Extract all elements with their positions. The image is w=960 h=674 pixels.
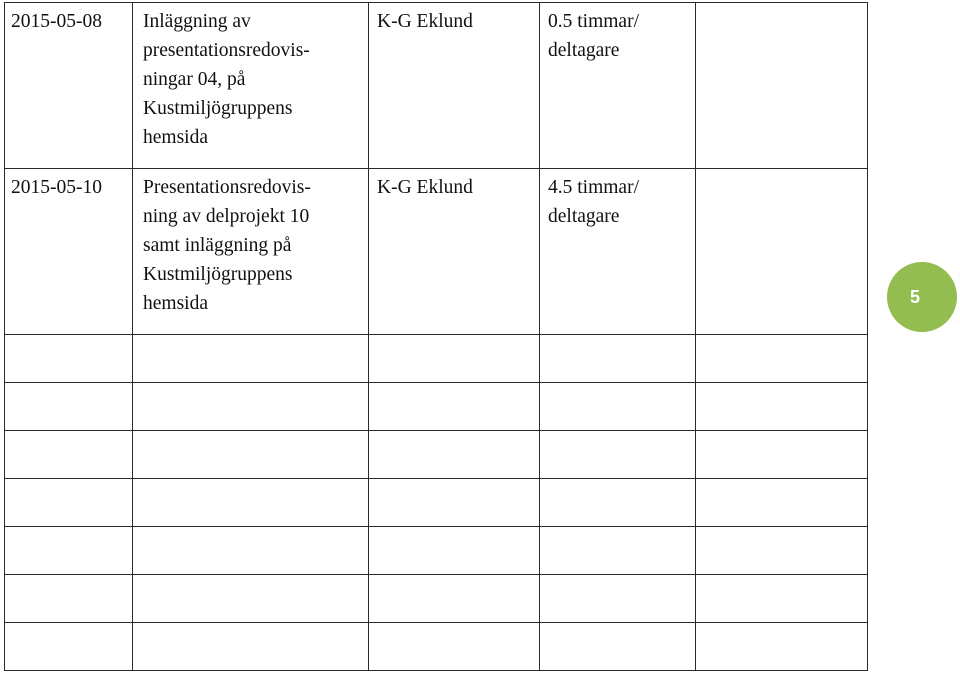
empty-cell bbox=[133, 623, 369, 671]
empty-table-row bbox=[5, 527, 868, 575]
empty-table-row bbox=[5, 623, 868, 671]
empty-cell bbox=[369, 479, 540, 527]
empty-table-row bbox=[5, 383, 868, 431]
empty-cell bbox=[133, 527, 369, 575]
empty-cell bbox=[133, 383, 369, 431]
empty-cell bbox=[696, 623, 868, 671]
empty-cell bbox=[369, 623, 540, 671]
empty-cell bbox=[133, 575, 369, 623]
empty-cell bbox=[5, 479, 133, 527]
empty-cell bbox=[133, 335, 369, 383]
empty-table-row bbox=[5, 431, 868, 479]
empty-cell bbox=[696, 527, 868, 575]
empty-cell bbox=[540, 479, 696, 527]
empty-cell bbox=[5, 527, 133, 575]
empty-cell bbox=[696, 575, 868, 623]
empty-cell bbox=[696, 479, 868, 527]
empty-cell bbox=[5, 575, 133, 623]
empty-cell bbox=[696, 431, 868, 479]
activity-cell: Presentationsredovis- ning av delprojekt 10 samt inläggning på Kustmiljögruppens hemsida bbox=[133, 169, 369, 335]
time-cell: 0.5 timmar/ deltagare bbox=[540, 3, 696, 169]
empty-cell bbox=[696, 335, 868, 383]
table-row bbox=[5, 169, 868, 335]
empty-table-row bbox=[5, 335, 868, 383]
empty-cell bbox=[369, 527, 540, 575]
extra-cell bbox=[696, 169, 868, 335]
table-row bbox=[5, 3, 868, 169]
empty-cell bbox=[5, 623, 133, 671]
empty-cell bbox=[369, 335, 540, 383]
empty-cell bbox=[5, 431, 133, 479]
empty-cell bbox=[369, 575, 540, 623]
date-cell: 2015-05-08 bbox=[5, 3, 133, 169]
empty-cell bbox=[5, 383, 133, 431]
empty-cell bbox=[133, 479, 369, 527]
time-cell: 4.5 timmar/ deltagare bbox=[540, 169, 696, 335]
empty-cell bbox=[540, 623, 696, 671]
page-number: 5 bbox=[909, 286, 920, 307]
empty-cell bbox=[540, 335, 696, 383]
empty-cell bbox=[540, 527, 696, 575]
empty-table-row bbox=[5, 479, 868, 527]
extra-cell bbox=[696, 3, 868, 169]
empty-cell bbox=[133, 431, 369, 479]
person-cell: K-G Eklund bbox=[369, 169, 540, 335]
empty-cell bbox=[540, 575, 696, 623]
empty-cell bbox=[540, 431, 696, 479]
activity-table bbox=[4, 2, 868, 671]
empty-table-row bbox=[5, 575, 868, 623]
empty-cell bbox=[696, 383, 868, 431]
empty-cell bbox=[5, 335, 133, 383]
activity-cell: Inläggning av presentationsredovis- ningar 04, på Kustmiljögruppens hemsida bbox=[133, 3, 369, 169]
page-number-badge bbox=[887, 262, 957, 332]
date-cell: 2015-05-10 bbox=[5, 169, 133, 335]
empty-cell bbox=[369, 383, 540, 431]
empty-cell bbox=[540, 383, 696, 431]
person-cell: K-G Eklund bbox=[369, 3, 540, 169]
empty-cell bbox=[369, 431, 540, 479]
